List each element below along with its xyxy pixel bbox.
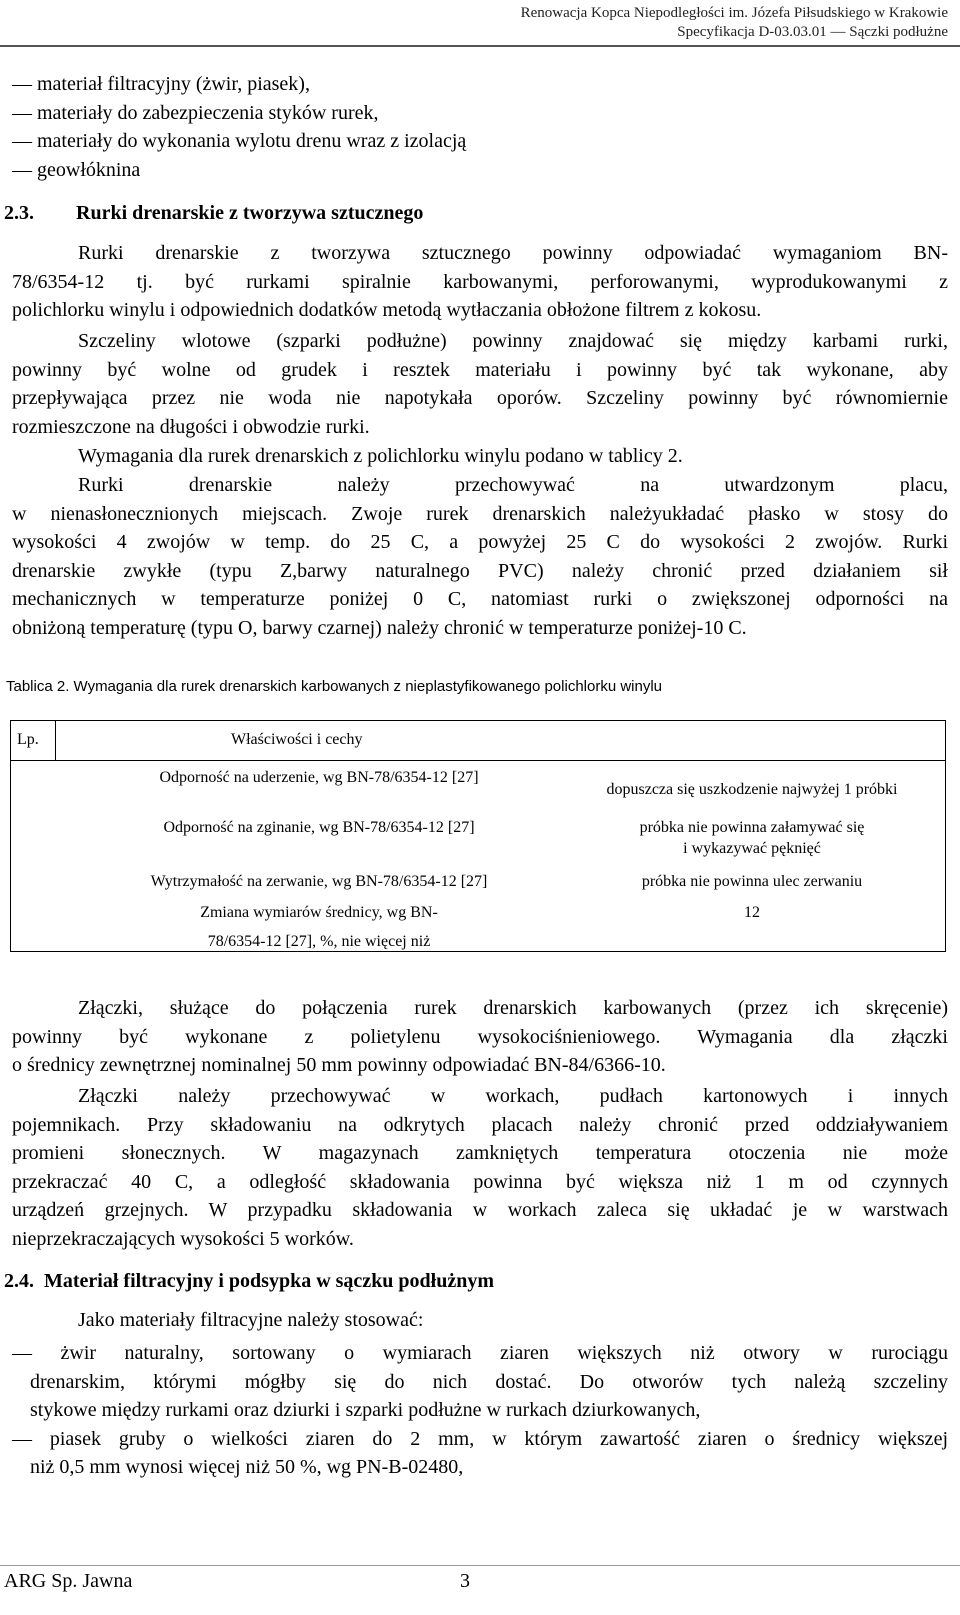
paragraph-filtr-intro <box>12 1306 948 1335</box>
header-properties: Właściwości i cechy <box>231 731 363 748</box>
paragraph-line: stykowe między rurkami oraz dziurki i szparki podłużne w rurkach dziurkowanych, <box>30 1399 701 1421</box>
paragraph-line: Jako materiały filtracyjne należy stosować: <box>78 1309 424 1331</box>
section-number: 2.4. <box>4 1270 34 1292</box>
filter-materials-list <box>12 1339 948 1482</box>
paragraph-line: Rurki drenarskie z tworzywa sztucznego powinny odpowiadać wymaganiom BN- <box>78 242 948 264</box>
table-requirement: próbka nie powinna ulec zerwaniu <box>641 873 863 890</box>
paragraph-line: powinny być wykonane z polietylenu wysokociśnieniowego. Wymagania dla złączki <box>12 1025 948 1048</box>
paragraph-line: 78/6354-12 tj. być rurkami spiralnie karbowanymi, perforowanymi, wyprodukowanymi z <box>12 270 948 293</box>
list-item <box>12 1425 948 1482</box>
paragraph-line: Złączki należy przechowywać w workach, pudłach kartonowych i innych <box>78 1085 948 1107</box>
paragraph-line: — żwir naturalny, sortowany o wymiarach ziaren większych niż otwory w rurociągu <box>12 1342 948 1364</box>
list-item: — materiały do zabezpieczenia styków rurek, <box>12 101 379 124</box>
paragraph-line: pojemnikach. Przy składowaniu na odkrytych placach należy chronić przed oddziaływaniem <box>12 1113 948 1136</box>
page-number: 3 <box>460 1570 470 1592</box>
table-requirement: próbka nie powinna załamywać się <box>639 819 865 836</box>
requirements-table <box>10 720 946 952</box>
page-footer <box>4 1570 960 1593</box>
list-item: — materiał filtracyjny (żwir, piasek), <box>12 73 310 95</box>
paragraph-line: przekraczać 40 C, a odległość składowania powinna być większa niż 1 m od czynnych <box>12 1170 948 1193</box>
header-line-2: Specyfikacja D-03.03.01 — Sączki podłużne <box>677 24 948 40</box>
footer-rule <box>0 1565 960 1566</box>
list-item: — geowłóknina <box>12 158 141 181</box>
footer-company: ARG Sp. Jawna <box>4 1570 133 1592</box>
list-item: — materiały do wykonania wylotu drenu wraz z izolacją <box>12 130 467 152</box>
table-caption: Tablica 2. Wymagania dla rurek drenarskich karbowanych z nieplastyfikowanego polichlorku winylu <box>6 678 663 695</box>
section-heading-2-4 <box>4 1270 494 1293</box>
paragraph-rurki-3 <box>12 442 948 471</box>
paragraph-line: w nienasłonecznionych miejscach. Zwoje rurek drenarskich należyukładać płasko w stosy do <box>12 502 948 525</box>
table-property: Odporność na zginanie, wg BN-78/6354-12 [27] <box>163 819 475 836</box>
page-header <box>521 4 948 42</box>
paragraph-line: drenarskim, którymi mógłby się do nich dostać. Do otworów tych należą szczeliny <box>30 1370 948 1393</box>
paragraph-line: drenarskie zwykłe (typu Z,barwy naturalnego PVC) należy chronić przed działaniem sił <box>12 559 948 582</box>
paragraph-line: Szczeliny wlotowe (szparki podłużne) powinny znajdować się między karbami rurki, <box>78 330 948 352</box>
paragraph-line: Wymagania dla rurek drenarskich z polichlorku winylu podano w tablicy 2. <box>78 445 683 467</box>
paragraph-line: mechanicznych w temperaturze poniżej 0 C, natomiast rurki o zwiększonej odporności na <box>12 588 948 610</box>
table-requirement: 12 <box>744 904 760 921</box>
paragraph-line: wysokości 4 zwojów w temp. do 25 C, a powyżej 25 C do wysokości 2 zwojów. Rurki <box>12 531 948 553</box>
table-column-divider <box>55 721 56 760</box>
table-requirement: i wykazywać pęknięć <box>683 840 821 857</box>
header-rule <box>0 45 960 47</box>
paragraph-line: promieni słonecznych. W magazynach zamkniętych temperatura otoczenia nie może <box>12 1142 948 1164</box>
paragraph-line: — piasek gruby o wielkości ziaren do 2 mm, w którym zawartość ziaren o średnicy większej <box>12 1427 948 1450</box>
paragraph-line: Rurki drenarskie należy przechowywać na utwardzonym placu, <box>78 474 948 496</box>
paragraph-zlaczki-1 <box>12 994 948 1080</box>
paragraph-line: powinny być wolne od grudek i resztek materiału i powinny być tak wykonane, aby <box>12 358 948 381</box>
paragraph-line: rozmieszczone na długości i obwodzie rurki. <box>12 415 370 438</box>
paragraph-rurki-1 <box>12 239 948 325</box>
table-property: Zmiana wymiarów średnicy, wg BN- <box>200 904 438 921</box>
paragraph-line: przepływająca przez nie woda nie napotykała oporów. Szczeliny powinny być równomiernie <box>12 387 948 409</box>
table-property: Odporność na uderzenie, wg BN-78/6354-12 [27] <box>159 769 479 786</box>
section-title: Materiał filtracyjny i podsypka w sączku podłużnym <box>44 1270 495 1292</box>
table-header-row <box>11 721 945 761</box>
section-title: Rurki drenarskie z tworzywa sztucznego <box>76 202 424 224</box>
paragraph-zlaczki-2 <box>12 1082 948 1253</box>
paragraph-line: urządzeń grzejnych. W przypadku składowania w workach zaleca się układać je w warstwach <box>12 1199 948 1221</box>
section-number: 2.3. <box>4 202 34 224</box>
list-item <box>12 1339 948 1425</box>
paragraph-line: nieprzekraczających wysokości 5 worków. <box>12 1227 354 1250</box>
header-lp: Lp. <box>17 731 39 748</box>
paragraph-rurki-2 <box>12 327 948 441</box>
paragraph-rurki-4 <box>12 471 948 642</box>
section-heading-2-3 <box>4 202 423 225</box>
paragraph-line: o średnicy zewnętrznej nominalnej 50 mm powinny odpowiadać BN-84/6366-10. <box>12 1054 666 1076</box>
table-requirement: dopuszcza się uszkodzenie najwyżej 1 próbki <box>606 781 898 798</box>
header-line-1: Renowacja Kopca Niepodległości im. Józefa Piłsudskiego w Krakowie <box>520 5 948 21</box>
table-property: 78/6354-12 [27], %, nie więcej niż <box>207 933 431 950</box>
paragraph-line: Złączki, służące do połączenia rurek drenarskich karbowanych (przez ich skręcenie) <box>78 997 948 1019</box>
paragraph-line: niż 0,5 mm wynosi więcej niż 50 %, wg PN-B-02480, <box>30 1456 464 1478</box>
table-property: Wytrzymałość na zerwanie, wg BN-78/6354-12 [27] <box>150 873 488 890</box>
paragraph-line: polichlorku winylu i odpowiednich dodatków metodą wytłaczania obłożone filtrem z kokosu. <box>12 299 762 321</box>
paragraph-line: obniżoną temperaturę (typu O, barwy czarnej) należy chronić w temperaturze poniżej-10 C. <box>12 616 747 639</box>
intro-list <box>12 70 948 184</box>
